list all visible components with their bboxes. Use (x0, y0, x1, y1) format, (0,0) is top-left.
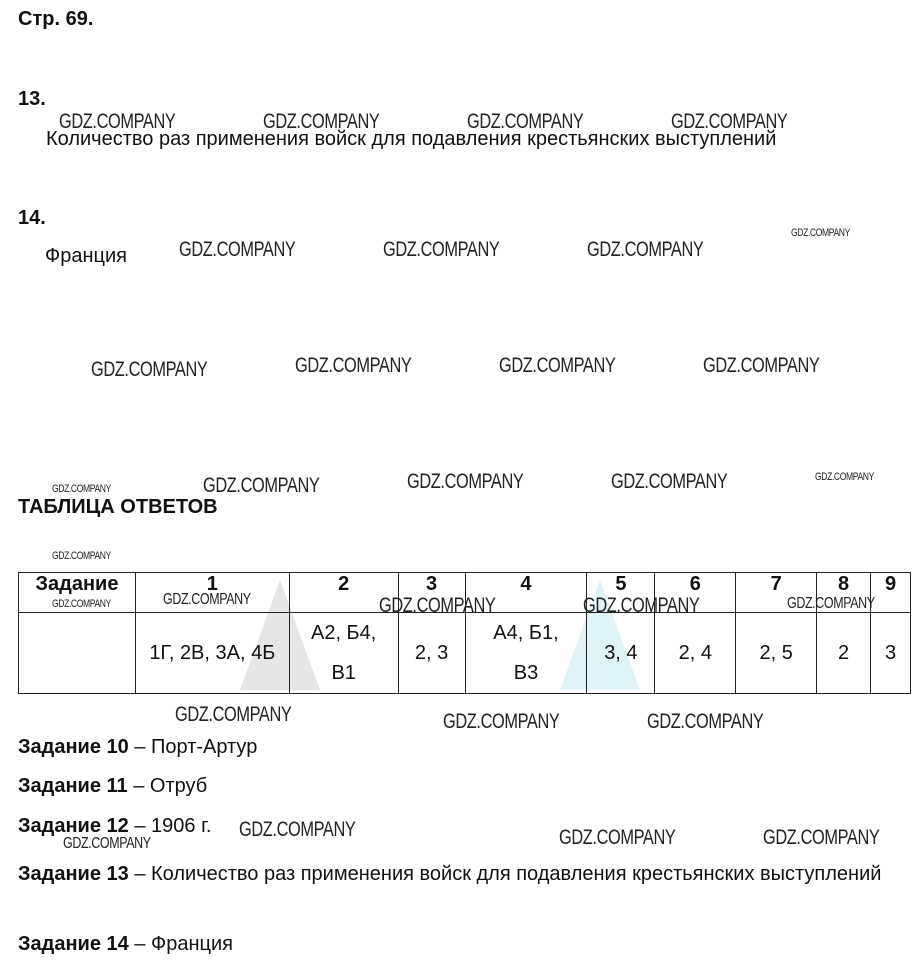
watermark-text: GDZ.COMPANY (407, 470, 524, 493)
watermark-text: GDZ.COMPANY (203, 474, 320, 497)
watermark-text: GDZ.COMPANY (815, 471, 874, 483)
answer-cell: А4, Б1, В3 (465, 613, 587, 694)
answer-10 (18, 736, 257, 759)
answer-11 (18, 775, 207, 798)
watermark-text: GDZ.COMPANY (583, 594, 700, 617)
watermark-text: GDZ.COMPANY (59, 110, 176, 133)
answer-13 (18, 854, 911, 894)
answer-text: – Порт-Артур (134, 736, 258, 758)
column-header: 1 (135, 573, 289, 613)
answer-cell: А2, Б4, В1 (289, 613, 398, 694)
watermark-text: GDZ.COMPANY (587, 238, 704, 261)
column-header: 8 (817, 573, 871, 613)
watermark-text: GDZ.COMPANY (52, 550, 111, 562)
column-header: 5 (587, 573, 655, 613)
question-14-number: 14. (18, 207, 46, 229)
answer-14 (18, 933, 233, 956)
column-header: 2 (289, 573, 398, 613)
watermark-text: GDZ.COMPANY (52, 483, 111, 495)
watermark-text: GDZ.COMPANY (63, 835, 151, 852)
watermark-text: GDZ.COMPANY (383, 238, 500, 261)
column-header: 6 (655, 573, 736, 613)
answers-table (18, 572, 911, 694)
answer-text: – Отруб (133, 775, 208, 797)
watermark-text: GDZ.COMPANY (499, 354, 616, 377)
watermark-text: GDZ.COMPANY (763, 826, 880, 849)
question-14-answer: Франция (45, 245, 127, 267)
answer-cell: 3 (871, 613, 911, 694)
watermark-text: GDZ.COMPANY (163, 591, 251, 608)
answer-cell: 2, 4 (655, 613, 736, 694)
answer-cell: 3, 4 (587, 613, 655, 694)
answer-label: Задание 13 (18, 863, 129, 885)
column-header: 4 (465, 573, 587, 613)
answer-label: Задание 14 (18, 933, 129, 955)
answer-text: – 1906 г. (134, 815, 212, 837)
table-row (19, 613, 911, 694)
column-header: 7 (736, 573, 817, 613)
watermark-text: GDZ.COMPANY (559, 826, 676, 849)
answer-label: Задание 10 (18, 736, 129, 758)
watermark-text: GDZ.COMPANY (611, 470, 728, 493)
watermark-text: GDZ.COMPANY (263, 110, 380, 133)
question-13-number: 13. (18, 88, 46, 110)
page-label: Стр. 69. (18, 8, 94, 30)
empty-cell (19, 613, 136, 694)
watermark-text: GDZ.COMPANY (379, 594, 496, 617)
watermark-text: GDZ.COMPANY (91, 358, 208, 381)
watermark-text: GDZ.COMPANY (787, 595, 875, 612)
header-label: Задание (19, 573, 136, 613)
answer-text: – Количество раз применения войск для подавления крестьянских выступлений (134, 863, 882, 885)
watermark-text: GDZ.COMPANY (295, 354, 412, 377)
question-13-answer: Количество раз применения войск для подавления крестьянских выступлений (46, 128, 777, 150)
watermark-text: GDZ.COMPANY (52, 598, 111, 610)
answer-label: Задание 12 (18, 815, 129, 837)
answer-cell: 1Г, 2В, 3А, 4Б (135, 613, 289, 694)
answer-label: Задание 11 (18, 775, 128, 797)
watermark-text: GDZ.COMPANY (179, 238, 296, 261)
watermark-text: GDZ.COMPANY (703, 354, 820, 377)
watermark-text: GDZ.COMPANY (671, 110, 788, 133)
answer-cell: 2, 3 (398, 613, 465, 694)
watermark-text: GDZ.COMPANY (791, 227, 850, 239)
watermark-text: GDZ.COMPANY (443, 710, 560, 733)
table-title: ТАБЛИЦА ОТВЕТОВ (18, 496, 218, 518)
watermark-text: GDZ.COMPANY (647, 710, 764, 733)
answer-text: – Франция (134, 933, 233, 955)
column-header: 3 (398, 573, 465, 613)
watermark-text: GDZ.COMPANY (467, 110, 584, 133)
answer-cell: 2 (817, 613, 871, 694)
column-header: 9 (871, 573, 911, 613)
watermark-text: GDZ.COMPANY (175, 703, 292, 726)
watermark-text: GDZ.COMPANY (239, 818, 356, 841)
answer-cell: 2, 5 (736, 613, 817, 694)
